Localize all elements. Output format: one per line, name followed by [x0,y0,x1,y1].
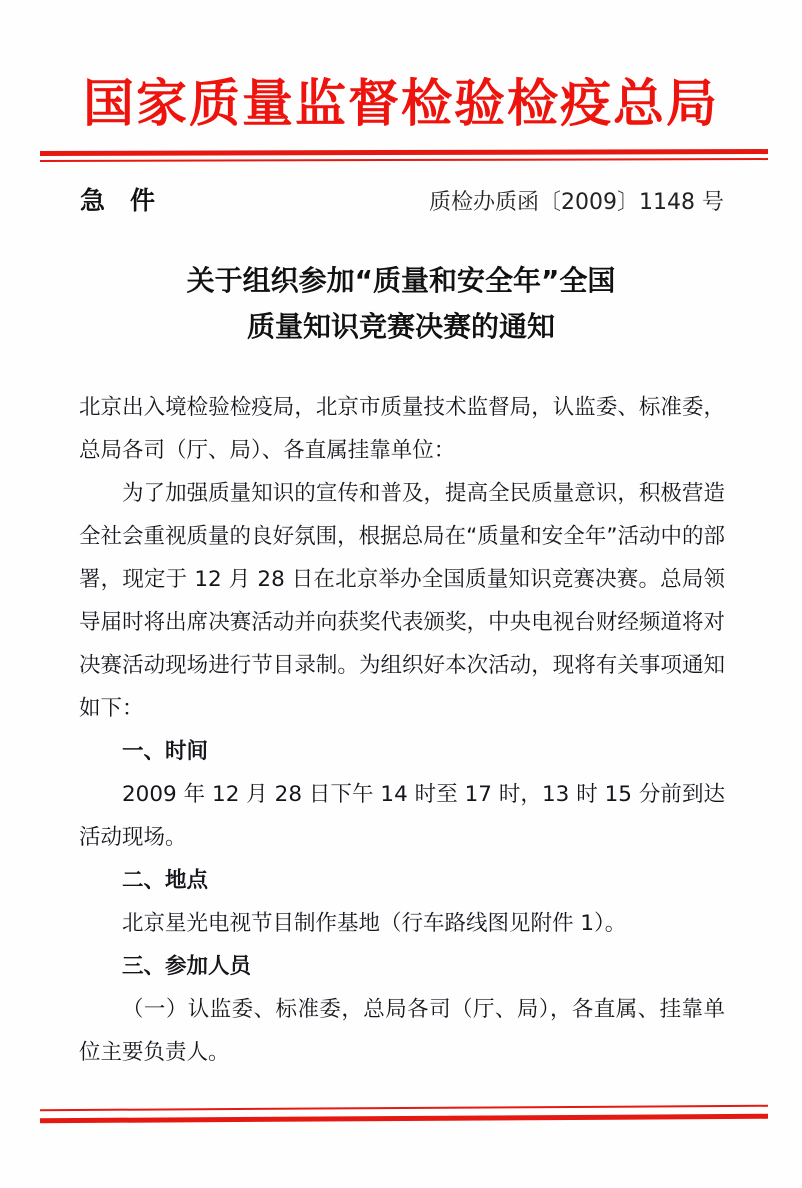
section-paragraph-participants: （一）认监委、标准委，总局各司（厅、局），各直属、挂靠单位主要负责人。 [79,997,725,1065]
document-body [79,386,725,1074]
header-divider-thick [40,149,768,156]
section-heading-time: 一、时间 [122,739,209,764]
notice-title-line1: 关于组织参加“质量和安全年”全国 [186,264,616,297]
urgency-label: 急 件 [80,186,156,215]
notice-title [0,258,802,350]
header-divider-thin [40,158,768,162]
document-number: 质检办质函〔2009〕1148 号 [429,190,724,215]
footer-divider-thick [40,1114,768,1123]
footer-divider-thin [40,1105,768,1111]
salutation: 北京出入境检验检疫局，北京市质量技术监督局，认监委、标准委，总局各司（厅、局）、各直属挂靠单位： [79,395,725,463]
meta-row [80,181,724,217]
section-heading-location: 二、地点 [122,868,209,893]
intro-paragraph: 为了加强质量知识的宣传和普及，提高全民质量意识，积极营造全社会重视质量的良好氛围，根据总局在“质量和安全年”活动中的部署，现定于 12 月 28 日在北京举办全国质量知识竞赛决赛。总局领导届时将出席决赛活动并向获奖代表颁奖，中央电视台财经频道将对决赛活动现场进行节目录制。为组织好本次活动，现将有关事项通知如下： [79,481,725,721]
agency-masthead: 国家质量监督检验检疫总局 [82,75,719,134]
notice-title-line2: 质量知识竞赛决赛的通知 [246,310,555,343]
section-paragraph-time: 2009 年 12 月 28 日下午 14 时至 17 时，13 时 15 分前到达活动现场。 [79,782,725,850]
section-paragraph-location: 北京星光电视节目制作基地（行车路线图见附件 1）。 [122,911,627,936]
section-heading-participants: 三、参加人员 [122,954,252,979]
